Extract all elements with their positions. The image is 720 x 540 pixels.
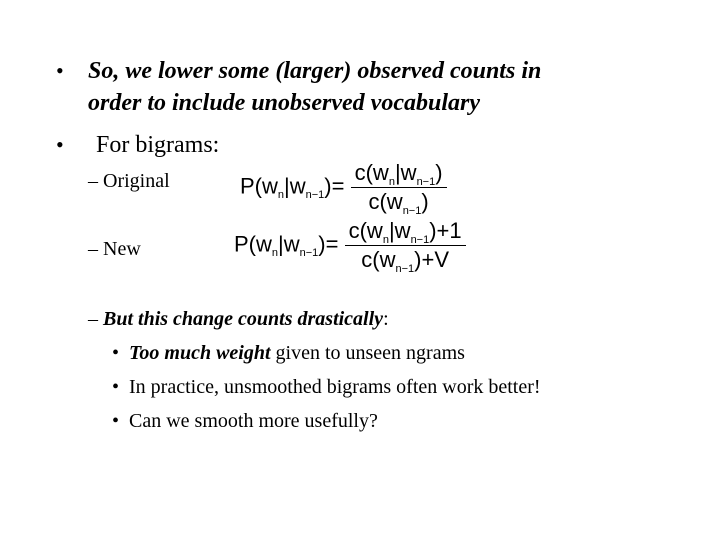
bullet-text-bigrams: For bigrams: [96, 132, 220, 158]
drastic-emphasis: But this change counts drastically [103, 308, 384, 330]
fraction-new: $\frac{c(w_n|w_{n-1})+1}{c(w_{n-1})+V}$ [345, 218, 466, 273]
sub-item-new: – New [88, 238, 141, 260]
fraction-original: $\frac{c(w_n|w_{n-1})}{c(w_{n-1})}$ [351, 160, 447, 215]
too-much-weight-emphasis: Too much weight [129, 342, 271, 364]
subsub-item: • Can we smooth more usefully? [112, 410, 378, 432]
formula-original: $P(w_n|w_{n-1})=$ $\frac{c(w_n|w_{n-1})}{c(w_{n-1})}$ [240, 160, 447, 215]
formula-new: $P(w_n|w_{n-1})=$ $\frac{c(w_n|w_{n-1})+1}{c(w_{n-1})+V}$ [234, 218, 466, 273]
bullet-marker: • [56, 132, 64, 157]
sub-item-drastic: – But this change counts drastically: [88, 308, 389, 330]
sub-item-original: – Original [88, 170, 170, 192]
subsub-item: • In practice, unsmoothed bigrams often work better! [112, 376, 541, 398]
bullet-marker: • [56, 58, 64, 83]
subsub-item: • Too much weight given to unseen ngrams [112, 342, 465, 364]
bullet-text-line1: So, we lower some (larger) observed counts in [88, 58, 542, 84]
bullet-text-line2: order to include unobserved vocabulary [88, 90, 480, 116]
